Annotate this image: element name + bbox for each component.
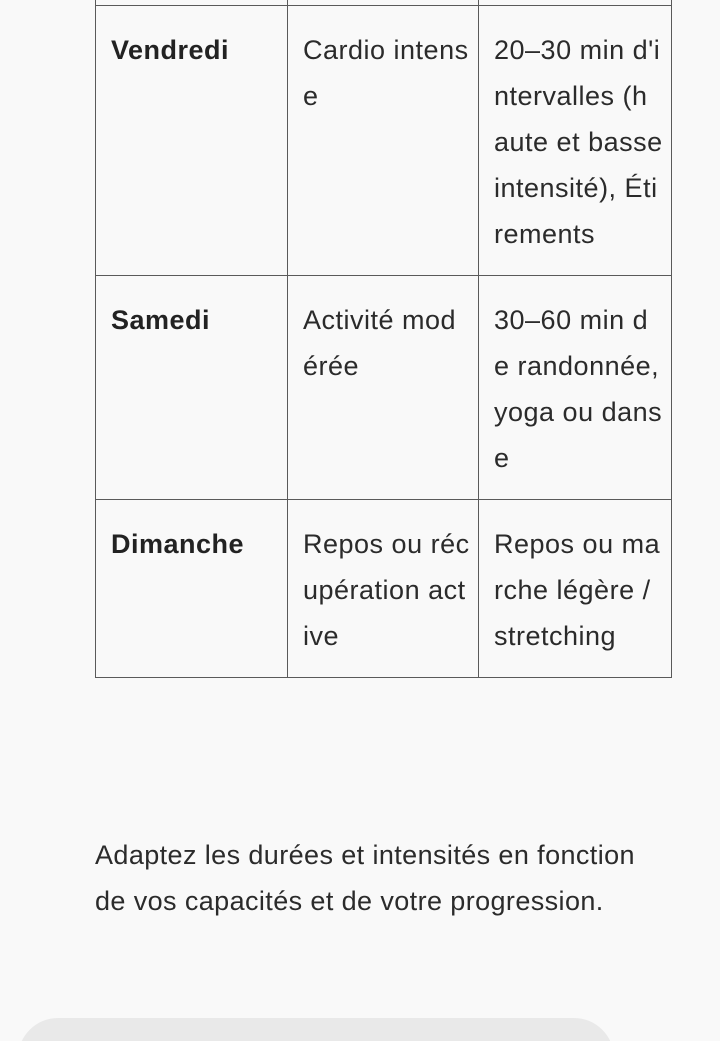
day-cell: Samedi	[96, 276, 288, 500]
message-input-bar[interactable]	[18, 1018, 614, 1041]
table-row	[96, 6, 672, 276]
details-cell: 20–30 min d'intervalles (haute et basse intensité), Étirements	[479, 6, 672, 276]
activity-cell: Repos ou récupération active	[288, 500, 479, 678]
day-cell: Vendredi	[96, 6, 288, 276]
table-row	[96, 500, 672, 678]
details-cell: 30–60 min de randonnée, yoga ou danse	[479, 276, 672, 500]
workout-plan-table	[95, 0, 672, 678]
closing-note: Adaptez les durées et intensités en fonction de vos capacités et de votre progression.	[95, 840, 635, 916]
activity-cell: Activité modérée	[288, 276, 479, 500]
details-cell: Repos ou marche légère / stretching	[479, 500, 672, 678]
day-cell: Dimanche	[96, 500, 288, 678]
table-row	[96, 276, 672, 500]
activity-cell: Cardio intense	[288, 6, 479, 276]
